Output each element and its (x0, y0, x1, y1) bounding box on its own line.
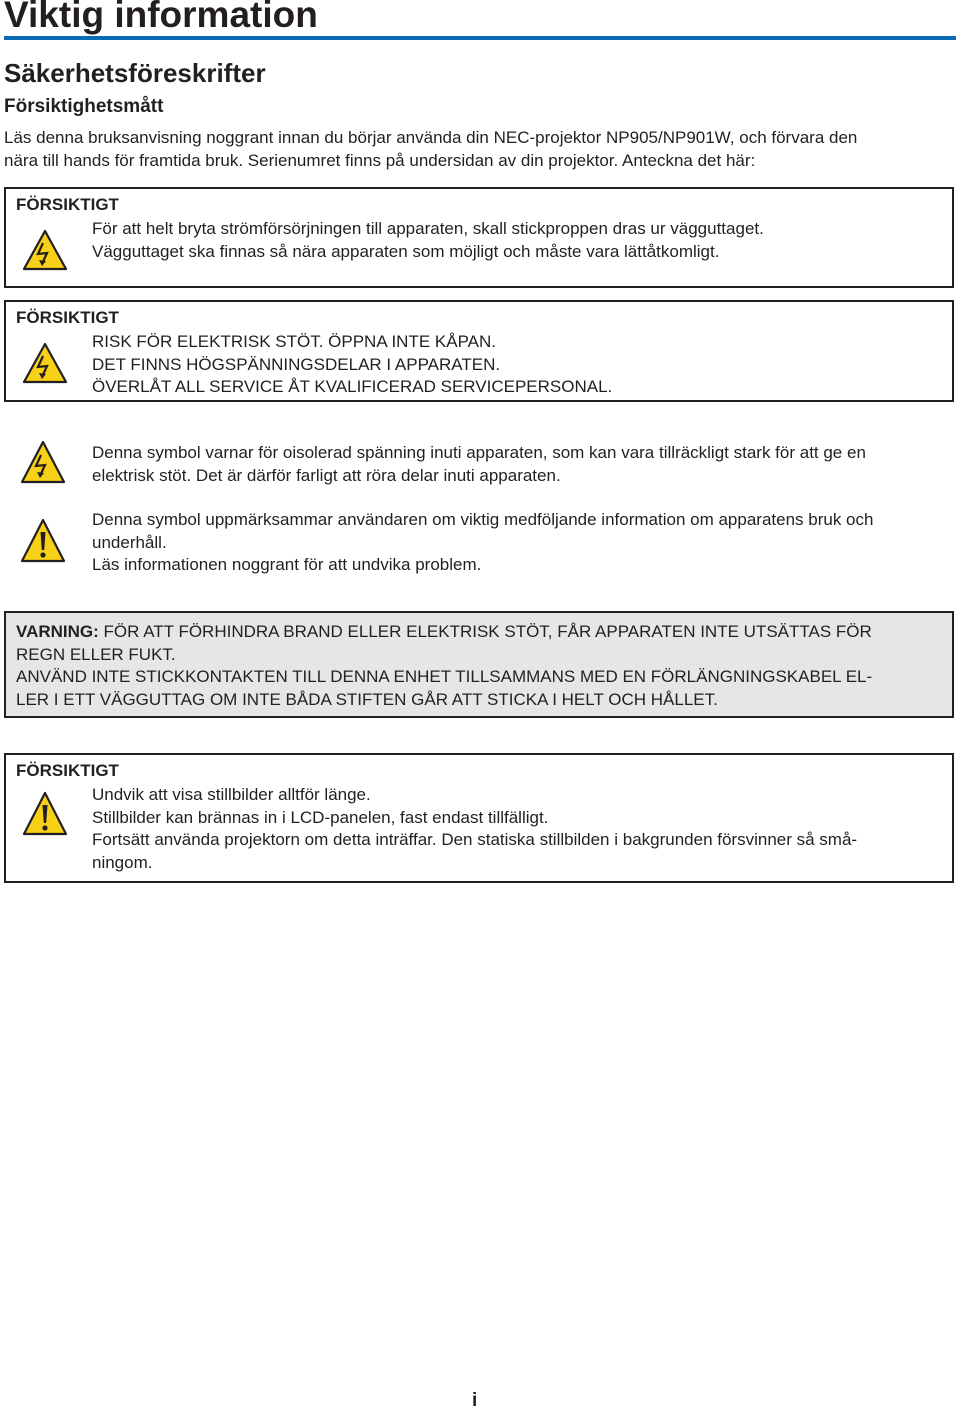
caution-box-still-images (4, 753, 954, 883)
symbol-explanation-exclamation (92, 509, 958, 577)
symbol-text-line-2: underhåll. (92, 532, 167, 552)
warning-box (4, 611, 954, 718)
caution-line-2: Stillbilder kan brännas in i LCD-panelen, fast endast tillfälligt. (92, 807, 549, 827)
warning-line-3: ANVÄND INTE STICKKONTAKTEN TILL DENNA ENHET TILLSAMMANS MED EN FÖRLÄNGNINGSKABEL EL- (16, 667, 873, 686)
lightning-warning-icon (22, 229, 68, 271)
caution-line-2: DET FINNS HÖGSPÄNNINGSDELAR I APPARATEN. (92, 354, 501, 374)
title-rule (4, 36, 956, 40)
symbol-text-line-1: Denna symbol uppmärksammar användaren om viktig medföljande information om apparatens bruk och (92, 510, 874, 529)
caution-line-2: Vägguttaget ska finnas så nära apparaten som möjligt och måste vara lättåtkomligt. (92, 241, 720, 261)
caution-text (92, 331, 612, 399)
warning-text (16, 621, 946, 711)
caution-text (92, 218, 764, 263)
caution-heading: FÖRSIKTIGT (16, 195, 119, 214)
caution-box-electric-shock (4, 300, 954, 402)
intro-paragraph (4, 126, 958, 172)
symbol-explanation-lightning (92, 442, 958, 487)
caution-text (92, 784, 948, 874)
caution-heading: FÖRSIKTIGT (16, 308, 119, 327)
caution-line-3: ÖVERLÅT ALL SERVICE ÅT KVALIFICERAD SERVICEPERSONAL. (92, 377, 613, 396)
subsection-title: Försiktighetsmått (4, 96, 164, 117)
page-title: Viktig information (4, 0, 318, 35)
warning-line-4: LER I ETT VÄGGUTTAG OM INTE BÅDA STIFTEN GÅR ATT STICKA I HELT OCH HÅLLET. (16, 689, 718, 709)
symbol-text-line-3: Läs informationen noggrant för att undvika problem. (92, 555, 482, 574)
warning-line-1: FÖR ATT FÖRHINDRA BRAND ELLER ELEKTRISK STÖT, FÅR APPARATEN INTE UTSÄTTAS FÖR (98, 622, 872, 641)
warning-label: VARNING: (16, 622, 99, 641)
intro-line-2: nära till hands för framtida bruk. Serienumret finns på undersidan av din projektor. Anteckna det här: (4, 151, 756, 170)
caution-line-3: Fortsätt använda projektorn om detta inträffar. Den statiska stillbilden i bakgrunden försvinner så små- (92, 830, 858, 849)
caution-line-1: För att helt bryta strömförsörjningen till apparaten, skall stickproppen dras ur vägguttaget. (92, 219, 764, 238)
page-number: i (472, 1390, 478, 1411)
section-title: Säkerhetsföreskrifter (4, 58, 266, 88)
caution-line-4: ningom. (92, 852, 153, 872)
caution-line-1: RISK FÖR ELEKTRISK STÖT. ÖPPNA INTE KÅPAN. (92, 332, 496, 351)
lightning-warning-icon (22, 342, 68, 384)
intro-line-1: Läs denna bruksanvisning noggrant innan du börjar använda din NEC-projektor NP905/NP901W, och förvara den (4, 128, 858, 147)
caution-box-power (4, 187, 954, 288)
caution-heading: FÖRSIKTIGT (16, 761, 119, 780)
caution-line-1: Undvik att visa stillbilder alltför länge. (92, 785, 371, 804)
exclamation-warning-icon (22, 791, 68, 837)
warning-line-2: REGN ELLER FUKT. (16, 644, 176, 664)
exclamation-warning-icon (20, 518, 66, 564)
symbol-text-line-1: Denna symbol varnar för oisolerad spänning inuti apparaten, som kan vara tillräckligt stark för att ge en (92, 443, 866, 462)
symbol-text-line-2: elektrisk stöt. Det är därför farligt att röra delar inuti apparaten. (92, 465, 561, 485)
lightning-warning-icon (20, 440, 66, 484)
